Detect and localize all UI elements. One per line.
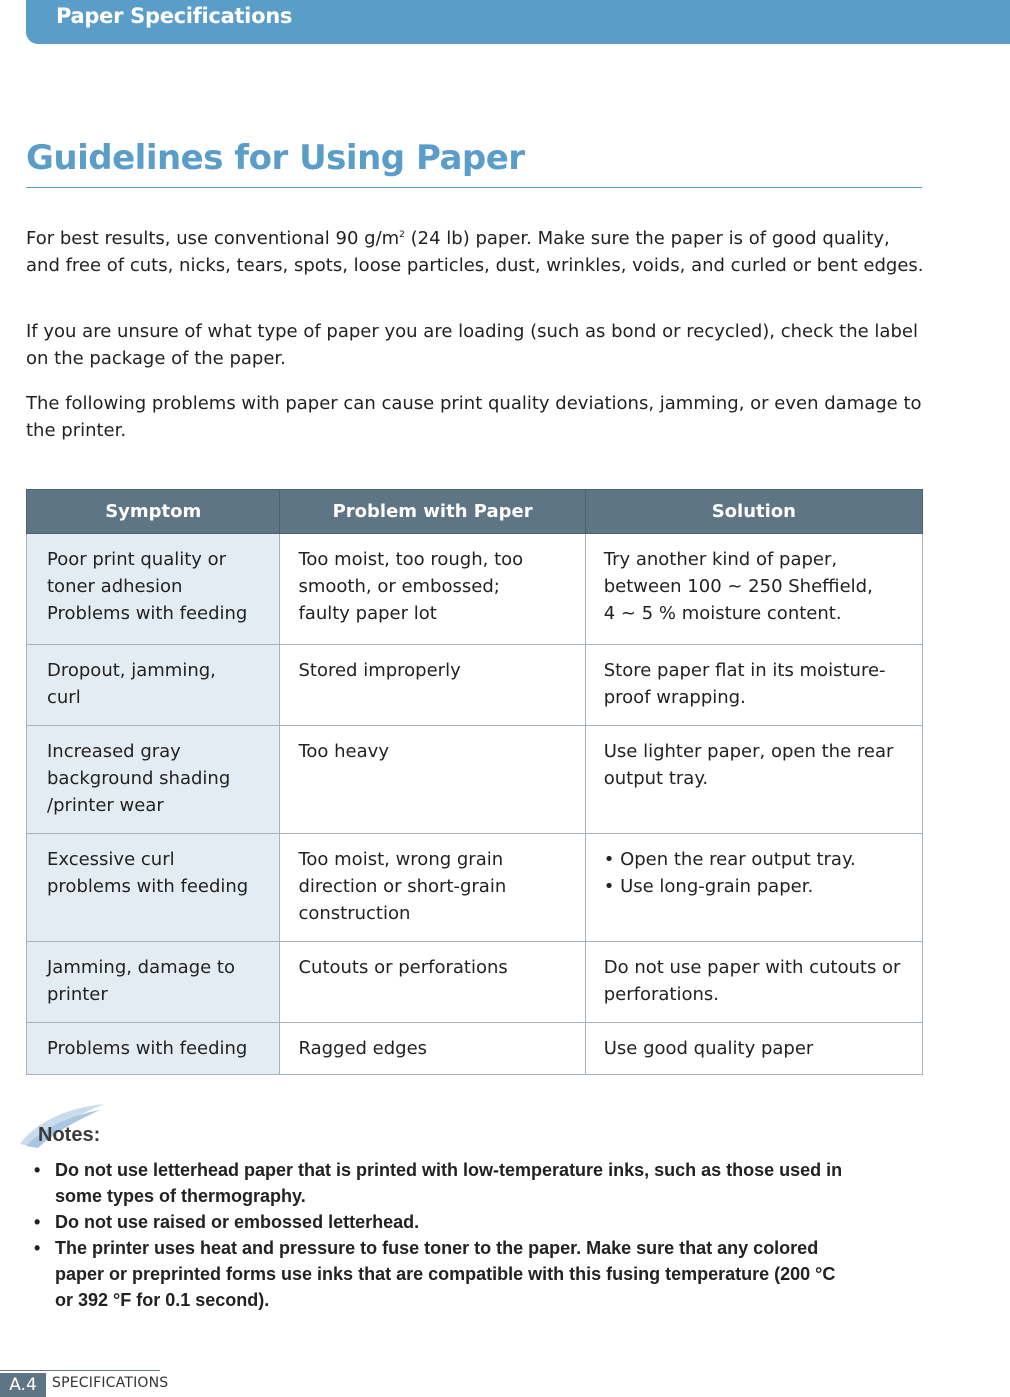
problem-cell: [280, 942, 585, 1023]
symptom-cell: [27, 726, 280, 834]
cell-line: • Use long-grain paper.: [603, 876, 814, 897]
note-line: or 392 °F for 0.1 second).: [55, 1290, 270, 1310]
cell-line: faulty paper lot: [298, 603, 437, 624]
symptom-cell: [27, 1023, 280, 1075]
intro-text-after: (24 lb) paper. Make sure the paper is of good quality, and free of cuts, nicks, tears, spots, loose particles, dust, wrinkles, voids, and curled or bent edges.: [26, 228, 924, 276]
table-row: [27, 834, 923, 942]
cell-line: Use lighter paper, open the rear: [603, 741, 894, 762]
header-solution: Solution: [585, 490, 922, 534]
note-line: paper or preprinted forms use inks that are compatible with this fusing temperature (200 °C: [55, 1264, 836, 1284]
intro-paragraph-1: [26, 222, 926, 279]
header-problem: Problem with Paper: [280, 490, 585, 534]
problem-cell: [280, 534, 585, 645]
problem-cell: [280, 645, 585, 726]
cell-line: Do not use paper with cutouts or: [603, 957, 901, 978]
footer-section-name: SPECIFICATIONS: [52, 1375, 169, 1391]
solution-cell: [585, 1023, 922, 1075]
paper-problems-table: [26, 489, 923, 1075]
solution-cell: [585, 645, 922, 726]
cell-line: Dropout, jamming,: [47, 660, 216, 681]
header-symptom: Symptom: [27, 490, 280, 534]
note-item: [34, 1209, 934, 1235]
table-header-row: [27, 490, 923, 534]
cell-line: Too heavy: [298, 741, 389, 762]
cell-line: Problems with feeding: [47, 603, 248, 624]
section-header-bar: [26, 0, 1010, 44]
cell-line: • Open the rear output tray.: [603, 849, 856, 870]
cell-line: Store paper flat in its moisture-: [603, 660, 886, 681]
table-row: [27, 1023, 923, 1075]
cell-line: Poor print quality or: [47, 549, 227, 570]
cell-line: Try another kind of paper,: [603, 549, 838, 570]
cell-line: smooth, or embossed;: [298, 576, 500, 597]
problem-cell: [280, 726, 585, 834]
note-line: some types of thermography.: [55, 1186, 306, 1206]
notes-list: [34, 1157, 934, 1313]
cell-line: perforations.: [603, 984, 719, 1005]
cell-line: problems with feeding: [47, 876, 249, 897]
note-line: Do not use letterhead paper that is printed with low-temperature inks, such as those used in: [55, 1160, 843, 1180]
table-row: [27, 726, 923, 834]
cell-line: Problems with feeding: [47, 1038, 248, 1059]
table-row: [27, 942, 923, 1023]
symptom-cell: [27, 645, 280, 726]
cell-line: output tray.: [603, 768, 709, 789]
section-title: Paper Specifications: [56, 4, 293, 28]
bullet: •: [34, 1160, 41, 1180]
solution-cell: [585, 534, 922, 645]
table-row: [27, 645, 923, 726]
solution-cell: [585, 726, 922, 834]
cell-line: proof wrapping.: [603, 687, 746, 708]
cell-line: Ragged edges: [298, 1038, 428, 1059]
notes-title: Notes:: [38, 1124, 101, 1146]
note-item: [34, 1157, 934, 1209]
cell-line: construction: [298, 903, 411, 924]
title-divider: [26, 187, 922, 188]
note-line: Do not use raised or embossed letterhead.: [55, 1212, 420, 1232]
symptom-cell: [27, 942, 280, 1023]
cell-line: Too moist, too rough, too: [298, 549, 524, 570]
cell-line: between 100 ~ 250 Sheffield,: [603, 576, 873, 597]
cell-line: 4 ~ 5 % moisture content.: [603, 603, 842, 624]
problem-cell: [280, 1023, 585, 1075]
note-item: [34, 1235, 934, 1313]
intro-paragraph-2: If you are unsure of what type of paper you are loading (such as bond or recycled), check the label on the package of the paper.: [26, 321, 918, 369]
page-title: Guidelines for Using Paper: [26, 138, 525, 178]
intro-paragraph-3: The following problems with paper can cause print quality deviations, jamming, or even damage to the printer.: [26, 393, 922, 441]
symptom-cell: [27, 534, 280, 645]
footer-divider: [0, 1370, 160, 1371]
intro-text-before: For best results, use conventional 90 g/m: [26, 228, 400, 249]
bullet: •: [34, 1212, 41, 1232]
cell-line: Increased gray: [47, 741, 181, 762]
page-number: A.4: [0, 1373, 46, 1397]
table-row: [27, 534, 923, 645]
note-line: The printer uses heat and pressure to fuse toner to the paper. Make sure that any colored: [55, 1238, 819, 1258]
cell-line: Too moist, wrong grain: [298, 849, 504, 870]
cell-line: background shading: [47, 768, 231, 789]
cell-line: toner adhesion: [47, 576, 183, 597]
cell-line: Jamming, damage to: [47, 957, 235, 978]
cell-line: Stored improperly: [298, 660, 461, 681]
symptom-cell: [27, 834, 280, 942]
cell-line: direction or short-grain: [298, 876, 507, 897]
superscript: 2: [399, 230, 405, 240]
solution-cell: [585, 834, 922, 942]
cell-line: printer: [47, 984, 108, 1005]
cell-line: Excessive curl: [47, 849, 175, 870]
cell-line: Use good quality paper: [603, 1038, 814, 1059]
cell-line: Cutouts or perforations: [298, 957, 508, 978]
problem-cell: [280, 834, 585, 942]
cell-line: /printer wear: [47, 795, 164, 816]
cell-line: curl: [47, 687, 81, 708]
solution-cell: [585, 942, 922, 1023]
bullet: •: [34, 1238, 41, 1258]
